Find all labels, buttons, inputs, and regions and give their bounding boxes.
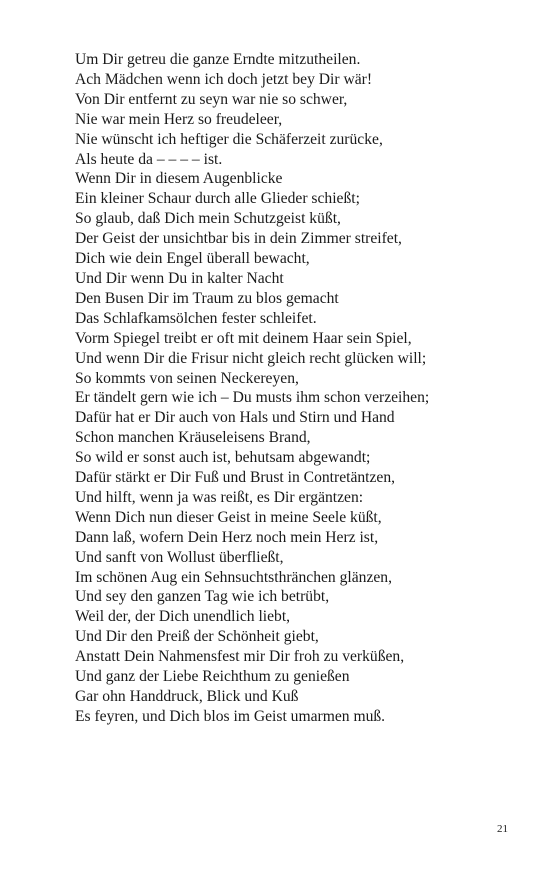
poem-line: Den Busen Dir im Traum zu blos gemacht [75, 289, 339, 307]
poem-text [75, 50, 535, 727]
poem-line: Ach Mädchen wenn ich doch jetzt bey Dir wär! [75, 70, 373, 88]
poem-line: Dafür stärkt er Dir Fuß und Brust in Contretäntzen, [75, 469, 396, 487]
poem-line: Gar ohn Handdruck, Blick und Kuß [75, 688, 299, 705]
poem-line: Ein kleiner Schaur durch alle Glieder schießt; [75, 190, 360, 208]
poem-line: Und sey den ganzen Tag wie ich betrübt, [75, 588, 330, 606]
poem-line: So kommts von seinen Neckereyen, [75, 369, 299, 387]
poem-line: Wenn Dich nun dieser Geist in meine Seele küßt, [75, 508, 382, 526]
poem-line: Nie war mein Herz so freudeleer, [75, 110, 283, 128]
poem-line: Weil der, der Dich unendlich liebt, [75, 608, 291, 626]
poem-line: Und sanft von Wollust überfließt, [75, 548, 284, 566]
poem-line: Dich wie dein Engel überall bewacht, [75, 250, 310, 268]
poem-line: Und Dir wenn Du in kalter Nacht [75, 269, 284, 287]
page-number: 21 [497, 823, 508, 835]
poem-line: Und wenn Dir die Frisur nicht gleich recht glücken will; [75, 349, 427, 367]
poem-line: Der Geist der unsichtbar bis in dein Zimmer streifet, [75, 230, 402, 248]
poem-line: Es feyren, und Dich blos im Geist umarmen muß. [75, 707, 386, 725]
poem-line: Von Dir entfernt zu seyn war nie so schwer, [75, 90, 348, 108]
poem-line: So glaub, daß Dich mein Schutzgeist küßt, [75, 210, 341, 228]
poem-line: Und ganz der Liebe Reichthum zu genießen [75, 668, 350, 686]
poem-line: Wenn Dir in diesem Augenblicke [75, 170, 283, 188]
poem-line: Anstatt Dein Nahmensfest mir Dir froh zu verküßen, [75, 648, 405, 666]
poem-line: Um Dir getreu die ganze Erndte mitzutheilen. [75, 51, 361, 68]
poem-line: Nie wünscht ich heftiger die Schäferzeit zurücke, [75, 130, 383, 148]
poem-line: Dann laß, wofern Dein Herz noch mein Herz ist, [75, 528, 379, 546]
poem-line: So wild er sonst auch ist, behutsam abgewandt; [75, 449, 371, 467]
poem-line: Er tändelt gern wie ich – Du musts ihm schon verzeihen; [75, 389, 430, 407]
poem-line: Als heute da – – – – ist. [75, 150, 223, 168]
poem-line: Und hilft, wenn ja was reißt, es Dir ergäntzen: [75, 488, 364, 506]
poem-line: Vorm Spiegel treibt er oft mit deinem Haar sein Spiel, [75, 329, 412, 347]
poem-line: Und Dir den Preiß der Schönheit giebt, [75, 628, 319, 646]
poem-line: Schon manchen Kräuseleisens Brand, [75, 429, 311, 447]
poem-line: Das Schlafkamsölchen fester schleifet. [75, 309, 317, 327]
poem-line: Im schönen Aug ein Sehnsuchtsthränchen glänzen, [75, 568, 392, 586]
poem-line: Dafür hat er Dir auch von Hals und Stirn und Hand [75, 409, 395, 427]
